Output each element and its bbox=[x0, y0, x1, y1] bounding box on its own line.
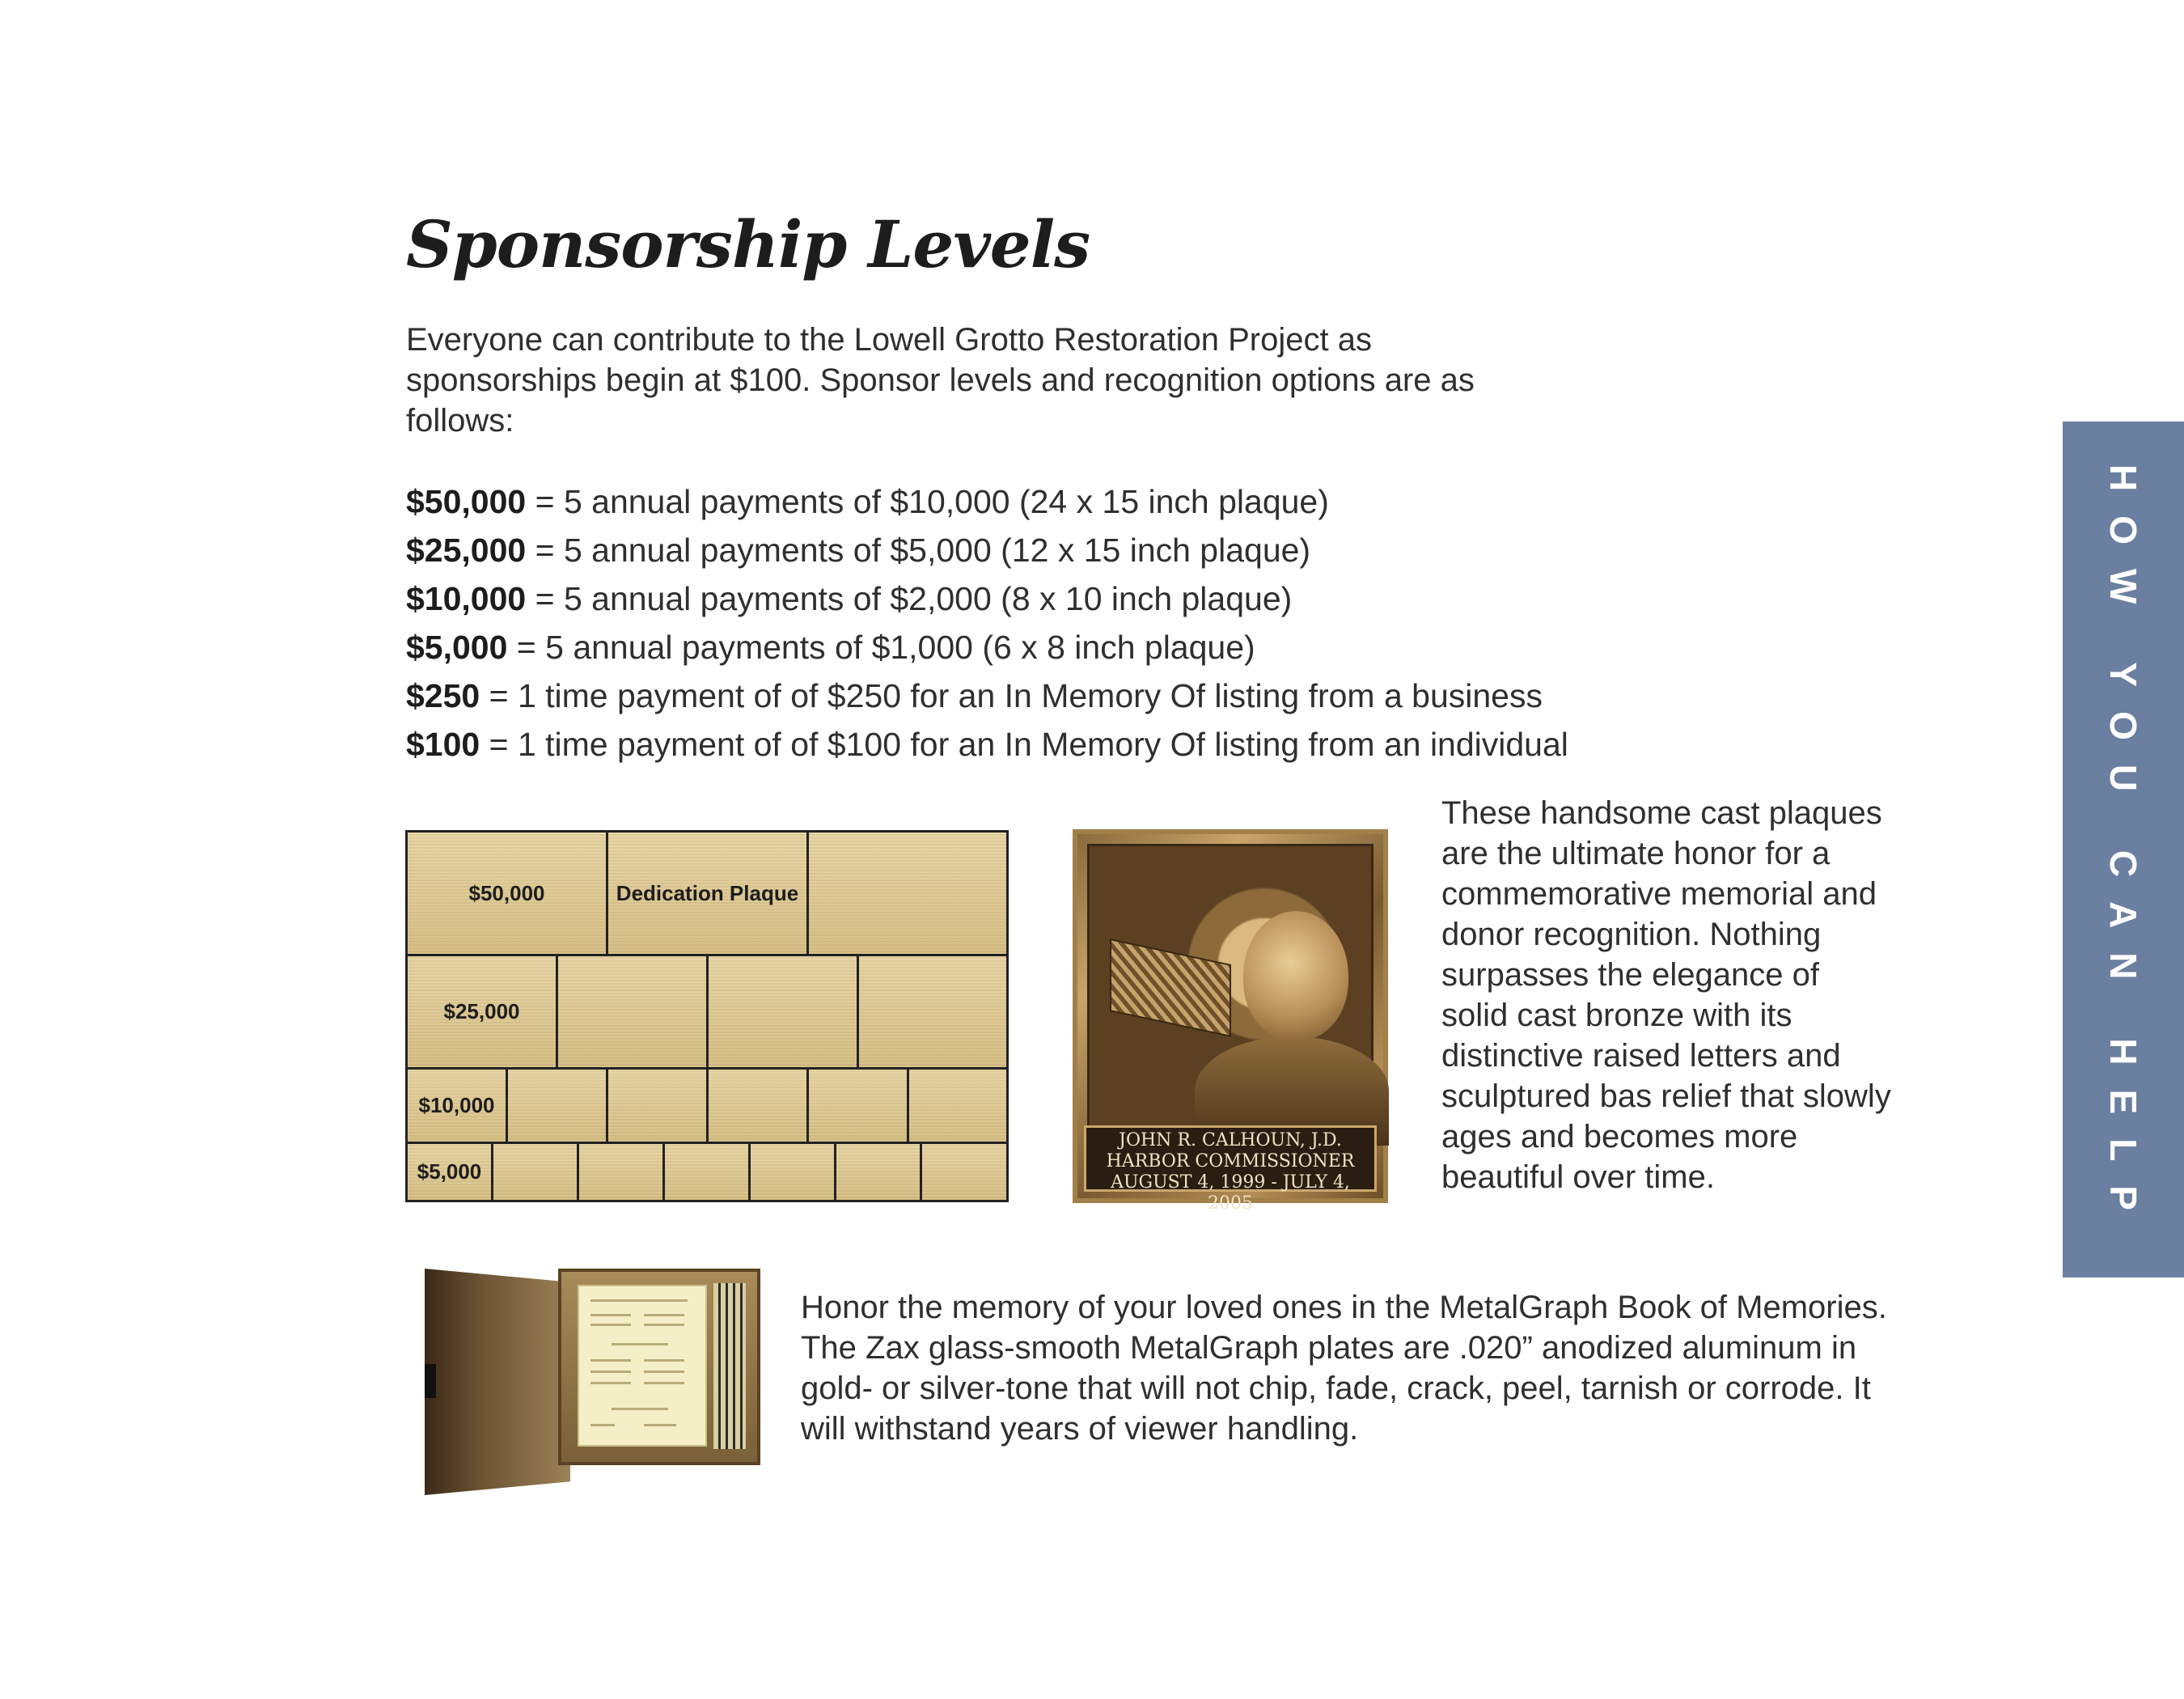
name-plate-line: AUGUST 4, 1999 - JULY 4, 2005 bbox=[1111, 1172, 1350, 1214]
plaque-cell-50000: $50,000 bbox=[408, 833, 608, 954]
plaque-cell bbox=[809, 833, 1006, 954]
level-item bbox=[406, 623, 1700, 672]
plaque-cell bbox=[909, 1070, 1006, 1142]
level-amount: $5,000 bbox=[406, 629, 508, 666]
plaque-cell bbox=[836, 1144, 922, 1200]
side-tab-label: HOW YOU CAN HELP bbox=[2102, 464, 2144, 1235]
book-description: Honor the memory of your loved ones in the MetalGraph Book of Memories. The Zax glass-smooth MetalGraph plates are .020” anodized aluminum in gold- or silver-tone that will not chip, fade, crack, peel, tarnish or corrode. It will withstand years of viewer handling. bbox=[801, 1290, 1887, 1447]
case-body bbox=[558, 1269, 760, 1465]
donor-plaque-board-image bbox=[405, 830, 1009, 1202]
board-row-5000 bbox=[408, 1144, 1006, 1200]
plaque-cell bbox=[709, 956, 859, 1067]
level-item bbox=[406, 477, 1700, 526]
name-plate-line: JOHN R. CALHOUN, J.D. bbox=[1119, 1130, 1342, 1150]
plaque-cell bbox=[922, 1144, 1006, 1200]
plaque-cell-dedication: Dedication Plaque bbox=[608, 833, 809, 954]
bas-relief-portrait bbox=[1087, 844, 1373, 1143]
board-row-10000 bbox=[408, 1070, 1006, 1144]
level-item bbox=[406, 526, 1700, 574]
page-title: Sponsorship Levels bbox=[406, 206, 1090, 282]
plaque-cell bbox=[809, 1070, 909, 1142]
plaque-cell bbox=[709, 1070, 809, 1142]
plaque-cell-10000: $10,000 bbox=[408, 1070, 508, 1142]
level-details: = 1 time payment of of $250 for an In Memory Of listing from a business bbox=[480, 677, 1543, 714]
bronze-portrait-plaque-image bbox=[1073, 829, 1388, 1214]
plaque-cell bbox=[558, 956, 709, 1067]
plaque-cell bbox=[608, 1070, 709, 1142]
level-details: = 1 time payment of of $100 for an In Memory Of listing from an individual bbox=[480, 726, 1568, 763]
sponsorship-level-list bbox=[406, 477, 1700, 769]
level-details: = 5 annual payments of $5,000 (12 x 15 inch plaque) bbox=[526, 532, 1311, 569]
level-item bbox=[406, 574, 1700, 623]
case-lid bbox=[425, 1269, 570, 1495]
side-section-tab bbox=[2063, 422, 2184, 1277]
level-amount: $25,000 bbox=[406, 532, 527, 569]
book-of-memories-image bbox=[425, 1269, 760, 1495]
level-amount: $10,000 bbox=[406, 580, 527, 617]
portrait-face bbox=[1243, 911, 1348, 1040]
name-plate bbox=[1084, 1125, 1377, 1214]
level-amount: $100 bbox=[406, 726, 480, 763]
plaque-cell-25000: $25,000 bbox=[408, 956, 558, 1067]
page-stack bbox=[713, 1283, 746, 1449]
case-clasp bbox=[425, 1364, 436, 1398]
plaque-cell bbox=[508, 1070, 608, 1142]
plaque-cell bbox=[751, 1144, 836, 1200]
memorial-page bbox=[578, 1285, 707, 1447]
level-amount: $50,000 bbox=[406, 483, 527, 520]
plaque-cell bbox=[493, 1144, 579, 1200]
level-item bbox=[406, 720, 1700, 769]
level-item bbox=[406, 672, 1700, 720]
level-details: = 5 annual payments of $10,000 (24 x 15 inch plaque) bbox=[526, 483, 1329, 520]
plaque-cell-5000: $5,000 bbox=[408, 1144, 493, 1200]
harbor-relief bbox=[1110, 938, 1231, 1037]
plaque-cell bbox=[665, 1144, 751, 1200]
intro-paragraph: Everyone can contribute to the Lowell Grotto Restoration Project as sponsorships begin at $100. Sponsor levels and recognition options are as follows: bbox=[406, 322, 1475, 439]
board-row-50000 bbox=[408, 833, 1006, 956]
name-plate-line: HARBOR COMMISSIONER bbox=[1106, 1151, 1355, 1172]
plaque-cell bbox=[859, 956, 1006, 1067]
level-amount: $250 bbox=[406, 677, 480, 714]
level-details: = 5 annual payments of $1,000 (6 x 8 inch plaque) bbox=[507, 629, 1255, 666]
plaque-description: These handsome cast plaques are the ultimate honor for a commemorative memorial and donor recognition. Nothing surpasses the elegance of solid cast bronze with its distinctive raised letters and sculptured bas relief that slowly ages and becomes more beautiful over time. bbox=[1441, 795, 1891, 1195]
board-row-25000 bbox=[408, 956, 1006, 1070]
plaque-cell bbox=[579, 1144, 665, 1200]
level-details: = 5 annual payments of $2,000 (8 x 10 inch plaque) bbox=[526, 580, 1293, 617]
